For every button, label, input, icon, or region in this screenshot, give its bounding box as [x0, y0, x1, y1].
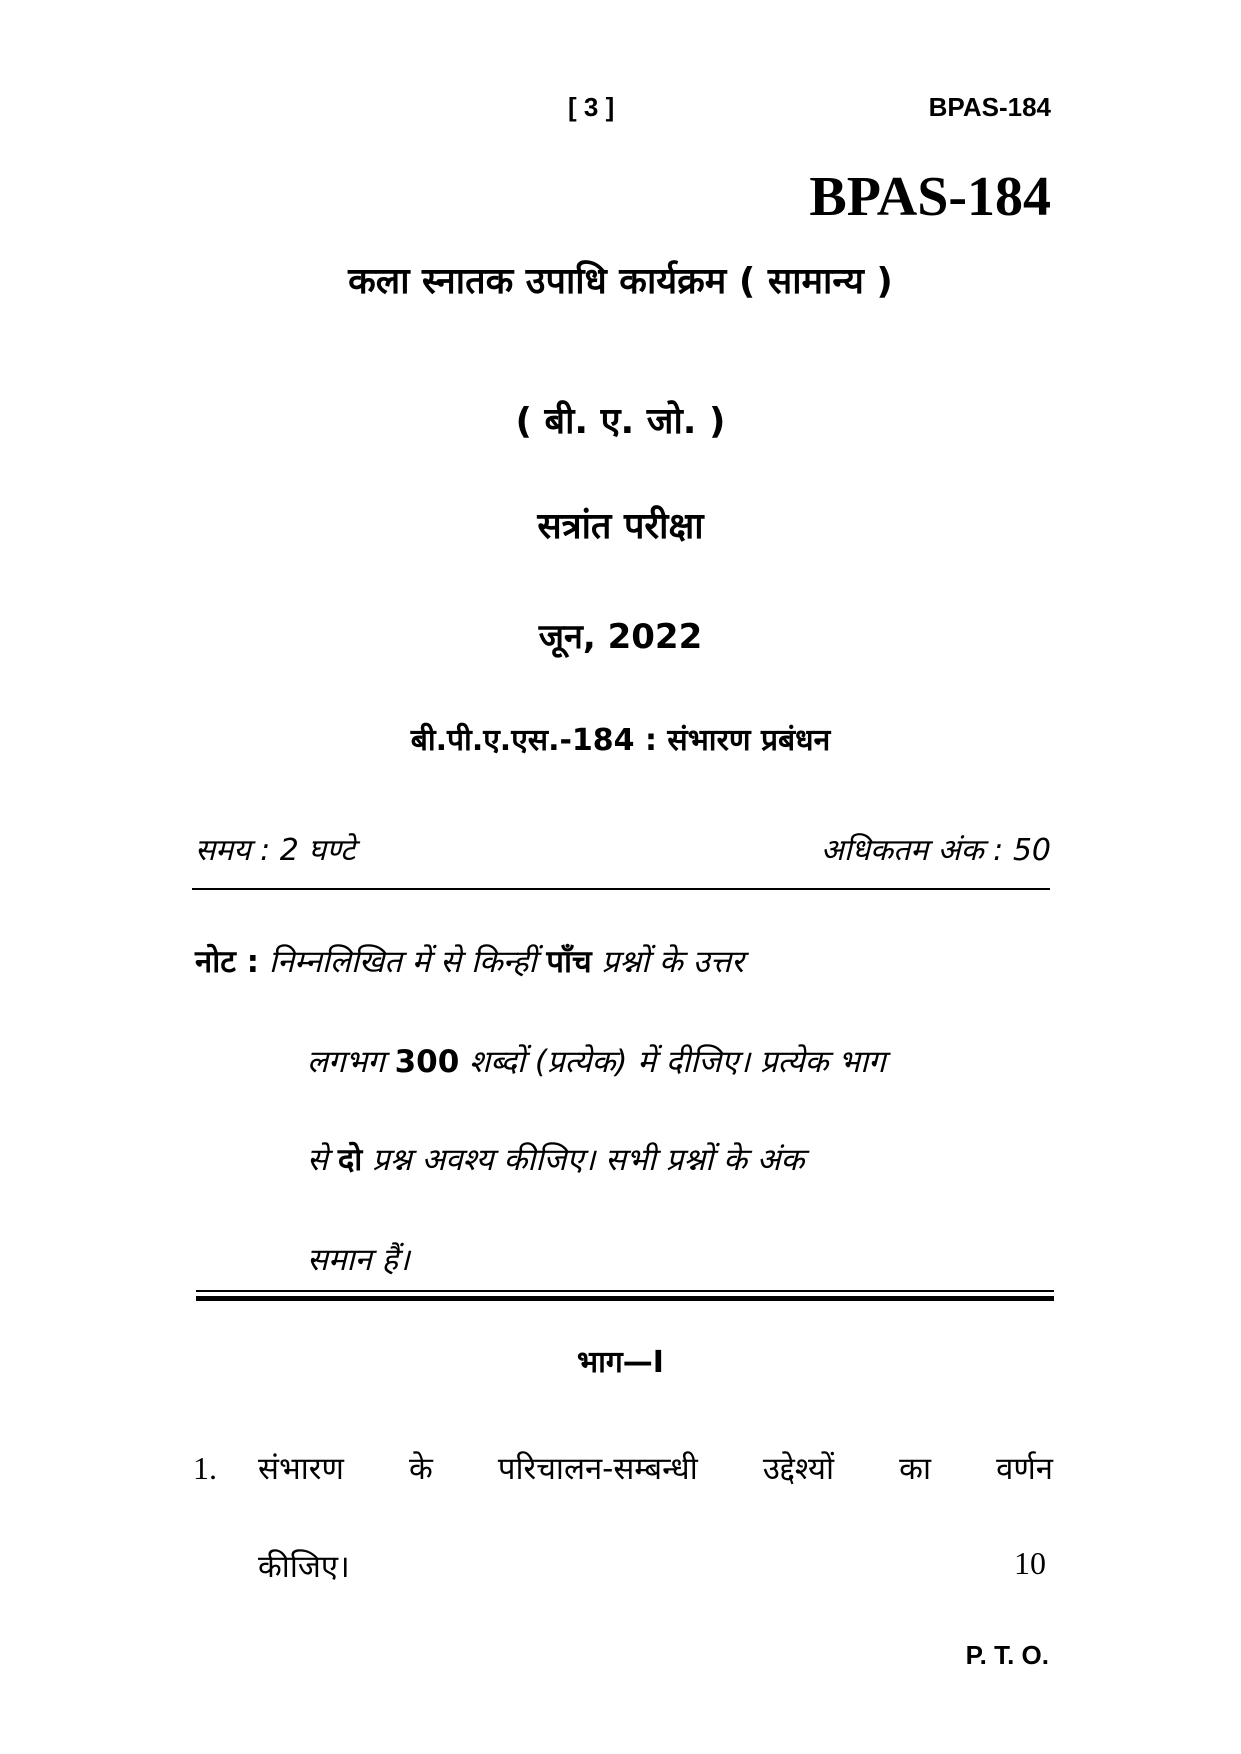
paper-title: बी.पी.ए.एस.-184 : संभारण प्रबंधन — [410, 723, 831, 758]
note-line-1 — [195, 940, 744, 982]
double-divider-thin — [196, 1290, 1054, 1292]
exam-session: जून, 2022 — [538, 617, 703, 657]
note-emphasis: पाँच — [546, 944, 592, 980]
note-text: लगभग — [307, 1044, 395, 1080]
note-emphasis: दो — [337, 1142, 363, 1178]
header-course-code: BPAS-184 — [928, 92, 1051, 122]
question-text-line-1: संभारण के परिचालन-सम्बन्धी उद्देश्यों का वर्णन — [258, 1451, 1053, 1487]
double-divider-thick — [196, 1296, 1054, 1301]
note-text: प्रश्नों के उत्तर — [591, 944, 744, 980]
question-number: 1. — [193, 1450, 217, 1486]
divider — [192, 888, 1050, 890]
note-text: निम्नलिखित में से किन्हीं — [259, 944, 547, 980]
question-text-line-2: कीजिए। — [258, 1549, 350, 1585]
note-text: प्रश्न अवश्य कीजिए। सभी प्रश्नों के अंक — [362, 1142, 805, 1178]
course-code-title: BPAS-184 — [809, 166, 1051, 228]
note-text: से — [307, 1142, 338, 1178]
exam-title: सत्रांत परीक्षा — [537, 506, 704, 547]
note-line-3 — [307, 1138, 804, 1180]
note-text: शब्दों (प्रत्येक) में दीजिए। प्रत्येक भाग — [459, 1044, 886, 1080]
note-line-2 — [307, 1040, 886, 1082]
note-label: नोट : — [195, 944, 260, 980]
question-marks: 10 — [1014, 1545, 1046, 1581]
programme-abbreviation: ( बी. ए. जो. ) — [515, 401, 726, 442]
note-emphasis: 300 — [394, 1044, 460, 1080]
maximum-marks: अधिकतम अंक : 50 — [820, 833, 1051, 868]
page-number: [ 3 ] — [568, 92, 615, 122]
section-heading: भाग—I — [577, 1345, 664, 1380]
time-allowed: समय : 2 घण्टे — [195, 833, 356, 868]
programme-title: कला स्नातक उपाधि कार्यक्रम ( सामान्य ) — [348, 261, 893, 302]
note-line-4: समान हैं। — [307, 1242, 410, 1278]
please-turn-over: P. T. O. — [965, 1640, 1049, 1670]
